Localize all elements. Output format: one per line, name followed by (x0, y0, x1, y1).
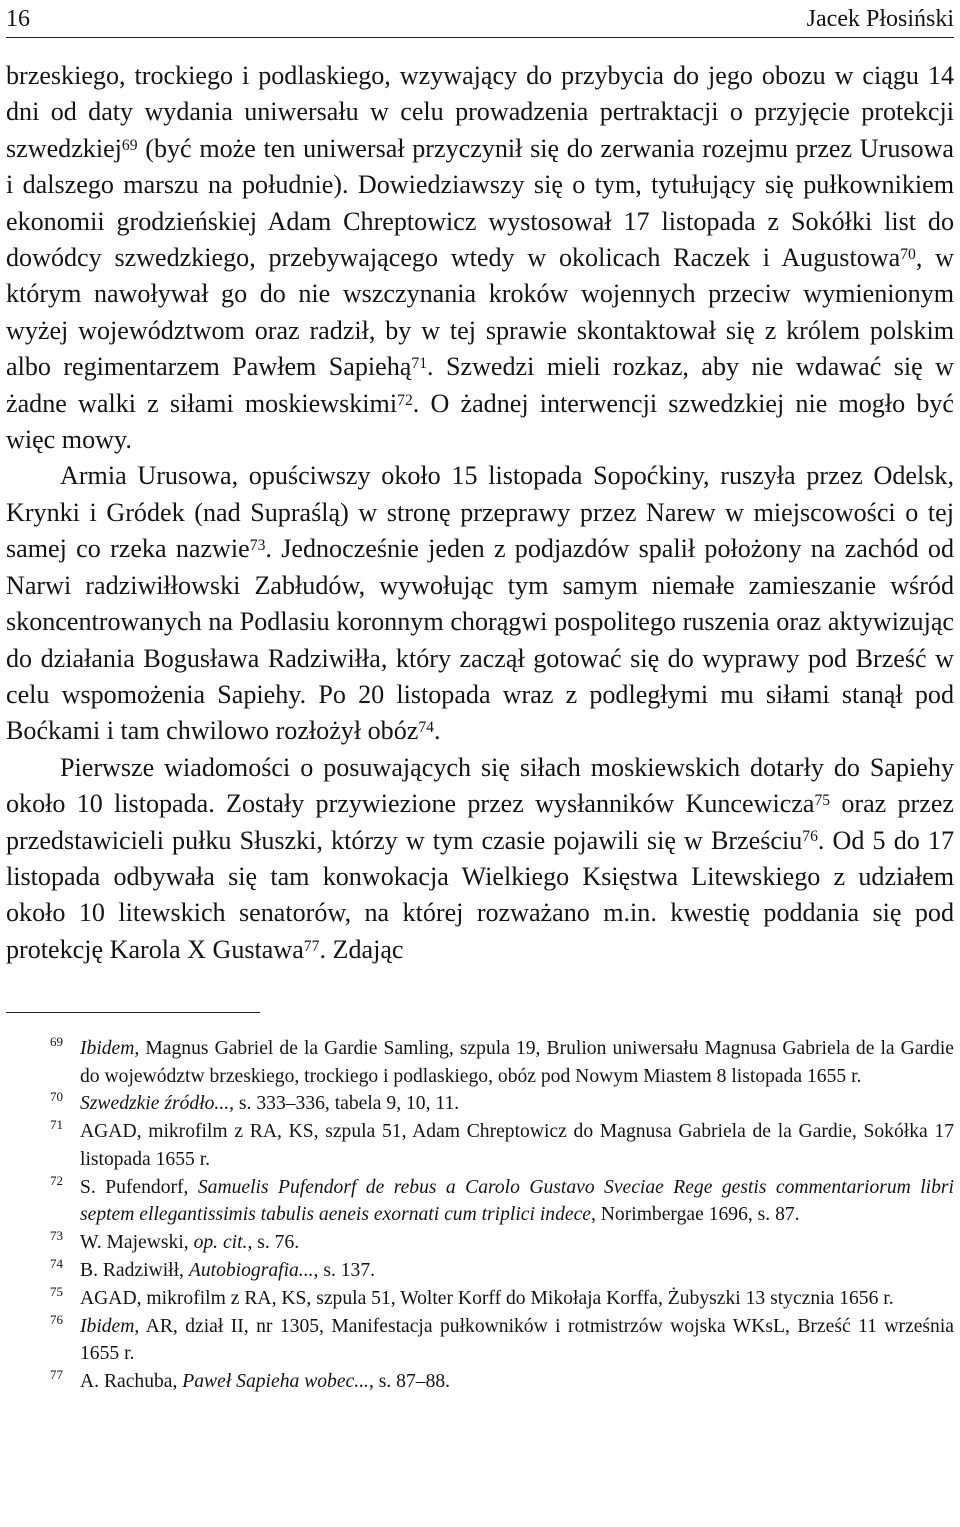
text-run: , s. 76. (247, 1232, 300, 1253)
footnote-number: 71 (50, 1117, 63, 1133)
footnote-number: 69 (50, 1034, 63, 1050)
text-run: Pierwsze wiadomości o posuwających się siłach moskiewskich dotarły do Sapiehy około 10 listopada. Zostały przywiezione przez wysłanników Kuncewicza (6, 752, 954, 819)
main-text (6, 58, 954, 968)
body-paragraph (6, 750, 954, 968)
text-run: . (433, 716, 441, 746)
text-run: . Jednocześnie jeden z podjazdów spalił położony na zachód od Narwi radziwiłłowski Zabłudów, wywołując tym samym niemałe zamieszanie wśród skoncentrowanych na Podlasiu koronnym chorągwi pospolitego ruszenia oraz aktywizując do działania Bogusława Radziwiłła, który zaczął gotować się do wyprawy pod Brześć w celu wspomożenia Sapiehy. Po 20 listopada wraz z podległymi mu siłami stanął pod Boćkami i tam chwilowo rozłożył obóz (6, 534, 954, 746)
footnotes (6, 1035, 954, 1395)
italic-title: op. cit. (193, 1232, 248, 1253)
footnote (6, 1285, 954, 1312)
footnote-number: 72 (50, 1172, 63, 1188)
running-header (6, 0, 954, 38)
footnote-number: 73 (50, 1228, 63, 1243)
text-run: , s. 137. (313, 1259, 376, 1281)
footnote-reference: 74 (418, 719, 434, 737)
text-run: . Zdając (319, 934, 404, 964)
footnote-reference: 72 (397, 391, 413, 409)
text-run: brzeskiego, trockiego i podlaskiego, wzywający do przybycia do jego obozu w ciągu 14 dni od daty wydania uniwersału w celu prowadzenia pertraktacji o przyjęcie protekcji szwedzkiej (6, 61, 954, 163)
footnote-number: 70 (50, 1089, 63, 1105)
text-run: oraz przez przedstawicieli pułku Słuszki, którzy w tym czasie pojawili się w Brześciu (6, 789, 954, 855)
text-run: , s. 87–88. (368, 1371, 451, 1393)
footnote-number: 76 (50, 1311, 63, 1327)
footnote (6, 1174, 954, 1229)
italic-title: Ibidem (80, 1038, 135, 1060)
footnote (6, 1313, 954, 1368)
footnote-reference: 71 (411, 355, 428, 373)
footnote-number: 75 (50, 1283, 63, 1299)
footnote-reference: 75 (814, 792, 831, 810)
text-run: S. Pufendorf, (80, 1176, 198, 1198)
footnote (6, 1229, 954, 1256)
text-run: AGAD, mikrofilm z RA, KS, szpula 51, Adam Chreptowicz do Magnusa Gabriela de la Gardie, Sokółka 17 listopada 1655 r. (80, 1121, 954, 1170)
footnote (6, 1368, 954, 1395)
footnote-number: 74 (50, 1255, 63, 1271)
italic-title: Autobiografia... (188, 1259, 314, 1281)
text-run: . Od 5 do 17 listopada odbywała się tam konwokacja Wielkiego Księstwa Litewskiego z udziałem około 10 litewskich senatorów, na której rozważano m.in. kwestię poddania się pod protekcję Karola X Gustawa (6, 825, 954, 964)
text-run: , AR, dział II, nr 1305, Manifestacja pułkowników i rotmistrzów wojska WKsL, Brześć 11 września 1655 r. (80, 1315, 954, 1365)
italic-title: Ibidem (80, 1315, 135, 1337)
text-run: , Norimbergae 1696, s. 87. (590, 1204, 800, 1226)
footnote (6, 1090, 954, 1117)
text-run: Armia Urusowa, opuściwszy około 15 listopada Sopoćkiny, ruszyła przez Odelsk, Krynki i Gródek (nad Supraślą) w stronę przeprawy przez Narew w miejscowości o tej samej co rzeka nazwie (6, 461, 954, 564)
footnote-number: 77 (50, 1367, 63, 1383)
text-run: B. Radziwiłł, (80, 1259, 189, 1281)
text-run: , w którym nawoływał go do nie wszczynania kroków wojennych przeciw wymienionym wyżej województwom oraz radził, by w tej sprawie skontaktował się z królem polskim albo regimentarzem Pawłem Sapiehą (6, 243, 954, 382)
italic-title: Samuelis Pufendorf de rebus a Carolo Gustavo Sveciae Rege gestis commentariorum libri septem ellegantissimis tabulis aeneis exornati cum triplici indece (80, 1176, 954, 1226)
footnote (6, 1035, 954, 1090)
text-run: , s. 333–336, tabela 9, 10, 11. (229, 1093, 460, 1115)
footnote (6, 1118, 954, 1173)
footnote-reference: 76 (802, 828, 818, 846)
footnote-reference: 69 (121, 136, 138, 154)
footnote-reference: 73 (249, 537, 266, 555)
text-run: A. Rachuba, (80, 1371, 183, 1393)
footnote-separator (6, 1012, 260, 1013)
footnote-reference: 70 (900, 245, 916, 263)
text-run: , Magnus Gabriel de la Gardie Samling, szpula 19, Brulion uniwersału Magnusa Gabriela de la Gardie do województw brzeskiego, trockiego i podlaskiego, obóz pod Nowym Miastem 8 listopada 1655 r. (80, 1038, 954, 1087)
text-run: . Szwedzi mieli rozkaz, aby nie wdawać się w żadne walki z siłami moskiewskimi (6, 352, 954, 418)
running-head-author: Jacek Płosiński (806, 6, 954, 32)
text-run: AGAD, mikrofilm z RA, KS, szpula 51, Wolter Korff do Mikołaja Korffa, Żubyszki 13 stycznia 1656 r. (80, 1287, 894, 1309)
body-paragraph (6, 458, 954, 749)
text-run: . O żadnej interwencji szwedzkiej nie mogło być więc mowy. (6, 388, 954, 455)
page-number: 16 (6, 6, 30, 32)
footnote (6, 1257, 954, 1284)
text-run: W. Majewski, (80, 1232, 194, 1253)
text-run: (być może ten uniwersał przyczynił się do zerwania rozejmu przez Urusowa i dalszego marszu na południe). Dowiedziawszy się o tym, tytułujący się pułkownikiem ekonomii grodzieńskiej Adam Chreptowicz wystosował 17 listopada z Sokółki list do dowódcy szwedzkiego, przebywającego wtedy w okolicach Raczek i Augustowa (6, 133, 954, 273)
body-paragraph (6, 58, 954, 458)
italic-title: Szwedzkie źródło... (80, 1093, 230, 1115)
footnote-reference: 77 (303, 937, 320, 955)
italic-title: Paweł Sapieha wobec... (182, 1371, 369, 1393)
